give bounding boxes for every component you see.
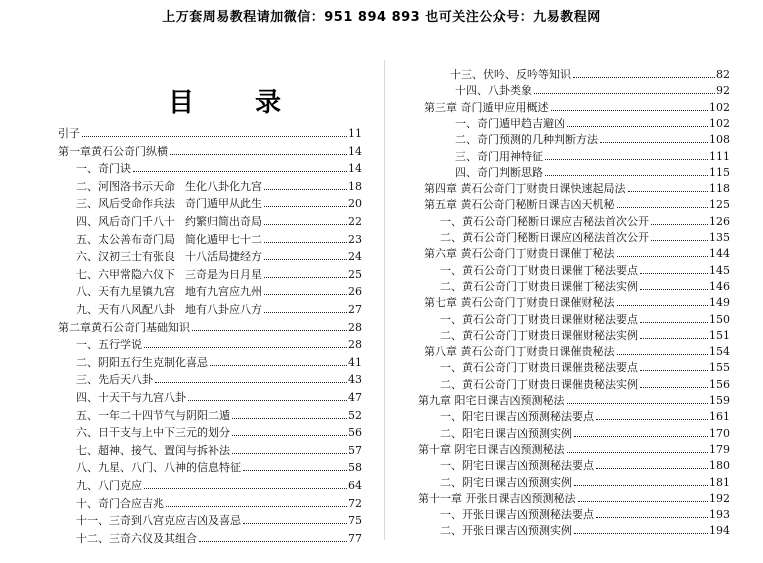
toc-page-number: 43 bbox=[348, 373, 362, 387]
toc-entry bbox=[424, 246, 730, 262]
toc-dot-leader bbox=[574, 485, 708, 486]
toc-entry-title: 四、奇门判断思路 bbox=[455, 165, 543, 179]
toc-entry-title: 一、黄石公奇门丁财贵日课催贵秘法要点 bbox=[440, 361, 638, 375]
toc-entry-title: 三、奇门用神特征 bbox=[455, 149, 543, 163]
toc-page-number: 27 bbox=[348, 303, 362, 316]
toc-dot-leader bbox=[551, 110, 709, 111]
toc-page-number: 145 bbox=[709, 263, 730, 277]
toc-dot-leader bbox=[82, 136, 347, 137]
toc-dot-leader bbox=[567, 403, 709, 404]
toc-page-number: 118 bbox=[709, 182, 730, 196]
toc-entry-title: 七、六甲常隐六仪下 bbox=[76, 267, 175, 281]
toc-entry bbox=[455, 149, 730, 165]
toc-page-number: 25 bbox=[348, 267, 362, 281]
toc-dot-leader bbox=[578, 501, 709, 502]
toc-page-number: 58 bbox=[348, 461, 362, 475]
toc-page-number: 14 bbox=[348, 144, 362, 158]
toc-entry-title: 一、奇门诀 bbox=[76, 162, 131, 176]
toc-entry-title: 十三、伏吟、反吟等知识 bbox=[450, 68, 571, 81]
toc-dot-leader bbox=[192, 330, 347, 331]
toc-page-number: 180 bbox=[709, 459, 730, 473]
toc-entry-subtitle: 三奇是为日月星 bbox=[185, 267, 262, 281]
toc-page-number: 82 bbox=[716, 68, 730, 81]
toc-entry bbox=[418, 393, 730, 409]
toc-entry bbox=[58, 320, 362, 336]
toc-dot-leader bbox=[640, 289, 708, 290]
toc-dot-leader bbox=[232, 453, 347, 454]
toc-entry bbox=[76, 390, 362, 406]
toc-dot-leader bbox=[628, 191, 709, 192]
header-banner: 上万套周易教程请加微信：951 894 893 也可关注公众号：九易教程网 bbox=[162, 10, 601, 25]
toc-entry-title: 二、阴宅日课吉凶预测实例 bbox=[440, 475, 572, 489]
toc-entry bbox=[440, 360, 730, 376]
toc-dot-leader bbox=[264, 224, 347, 225]
toc-entry bbox=[440, 458, 730, 474]
toc-entry bbox=[440, 328, 730, 344]
toc-page-number: 26 bbox=[348, 285, 362, 299]
page-spread-divider bbox=[384, 60, 385, 540]
toc-page-number: 192 bbox=[709, 491, 730, 505]
toc-entry-title: 第六章 黄石公奇门丁财贵日课催丁秘法 bbox=[424, 247, 615, 261]
toc-entry-title: 十二、三奇六仪及其组合 bbox=[76, 531, 197, 545]
toc-page-number: 75 bbox=[348, 514, 362, 528]
toc-entry-title: 九、天有八风配八卦 bbox=[76, 303, 175, 316]
toc-dot-leader bbox=[264, 294, 347, 295]
toc-entry bbox=[76, 196, 362, 212]
toc-entry bbox=[440, 230, 730, 246]
toc-entry-title: 二、奇门预测的几种判断方法 bbox=[455, 133, 598, 147]
toc-entry-title: 十、奇门合应吉兆 bbox=[76, 496, 164, 510]
toc-dot-leader bbox=[617, 305, 709, 306]
toc-dot-leader bbox=[640, 322, 708, 323]
toc-dot-leader bbox=[617, 354, 709, 355]
toc-dot-leader bbox=[144, 347, 347, 348]
toc-entry-title: 五、一年二十四节气与阴阳二遁 bbox=[76, 408, 230, 422]
toc-entry-subtitle: 地有九宫应九州 bbox=[185, 285, 262, 299]
toc-entry-title: 二、开张日课吉凶预测实例 bbox=[440, 524, 572, 538]
toc-entry bbox=[455, 132, 730, 148]
toc-page-number: 18 bbox=[348, 179, 362, 193]
toc-page-number: 72 bbox=[348, 496, 362, 510]
toc-entry bbox=[418, 442, 730, 458]
toc-entry bbox=[440, 263, 730, 279]
toc-entry bbox=[76, 513, 362, 529]
toc-entry-title: 一、黄石公奇门丁财贵日课催丁秘法要点 bbox=[440, 263, 638, 277]
toc-page-number: 92 bbox=[716, 84, 730, 98]
toc-dot-leader bbox=[596, 419, 708, 420]
toc-page-number: 108 bbox=[709, 133, 730, 147]
toc-entry-title: 六、日干支与上中下三元的划分 bbox=[76, 426, 230, 440]
toc-page-number: 57 bbox=[348, 443, 362, 457]
toc-dot-leader bbox=[640, 387, 708, 388]
toc-entry bbox=[76, 337, 362, 353]
toc-entry-title: 七、超神、接气、置闰与拆补法 bbox=[76, 443, 230, 457]
toc-dot-leader bbox=[617, 256, 709, 257]
toc-dot-leader bbox=[133, 171, 347, 172]
toc-page-number: 23 bbox=[348, 232, 362, 246]
toc-entry bbox=[455, 165, 730, 181]
toc-entry bbox=[455, 116, 730, 132]
toc-dot-leader bbox=[640, 370, 708, 371]
toc-entry bbox=[76, 355, 362, 371]
toc-page-number: 146 bbox=[709, 279, 730, 293]
toc-entry-title: 四、十天干与九宫八卦 bbox=[76, 391, 186, 404]
toc-entry-subtitle: 生化八卦化九宫 bbox=[185, 179, 262, 193]
toc-page-number: 102 bbox=[709, 116, 730, 130]
toc-dot-leader bbox=[640, 338, 708, 339]
toc-page-number: 161 bbox=[709, 410, 730, 424]
toc-entry-title: 三、风后受命作兵法 bbox=[76, 197, 175, 211]
toc-dot-leader bbox=[640, 273, 708, 274]
toc-entry bbox=[76, 267, 362, 283]
toc-entry-title: 第一章黄石公奇门纵横 bbox=[58, 144, 168, 158]
toc-entry-subtitle: 奇门遁甲从此生 bbox=[185, 197, 262, 211]
toc-dot-leader bbox=[264, 312, 347, 313]
toc-dot-leader bbox=[155, 382, 347, 383]
toc-entry bbox=[58, 126, 362, 142]
toc-entry bbox=[440, 523, 730, 539]
toc-entry-title: 二、黄石公奇门丁财贵日课催丁秘法实例 bbox=[440, 279, 638, 293]
toc-dot-leader bbox=[574, 436, 708, 437]
toc-page-number: 24 bbox=[348, 250, 362, 264]
toc-entry-title: 一、黄石公奇门秘断日课应吉秘法首次公开 bbox=[440, 214, 649, 228]
toc-entry-title: 二、黄石公奇门丁财贵日课催贵秘法实例 bbox=[440, 377, 638, 391]
toc-entry-title: 第四章 黄石公奇门丁财贵日课快速起局法 bbox=[424, 182, 626, 196]
toc-dot-leader bbox=[166, 506, 347, 507]
toc-entry-title: 引子 bbox=[58, 127, 80, 140]
toc-entry bbox=[440, 312, 730, 328]
toc-entry bbox=[440, 426, 730, 442]
toc-entry bbox=[450, 67, 730, 83]
toc-page-number: 156 bbox=[709, 377, 730, 391]
toc-page-number: 179 bbox=[709, 442, 730, 456]
toc-entry bbox=[76, 284, 362, 300]
toc-dot-leader bbox=[232, 418, 347, 419]
toc-dot-leader bbox=[144, 488, 347, 489]
toc-dot-leader bbox=[567, 452, 709, 453]
toc-page-number: 28 bbox=[348, 320, 362, 334]
toc-entry bbox=[424, 295, 730, 311]
toc-dot-leader bbox=[651, 240, 708, 241]
toc-dot-leader bbox=[596, 517, 708, 518]
toc-entry-title: 第九章 阳宅日课吉凶预测秘法 bbox=[418, 394, 565, 407]
toc-dot-leader bbox=[545, 159, 708, 160]
toc-entry-title: 一、黄石公奇门丁财贵日课催财秘法要点 bbox=[440, 312, 638, 326]
toc-page-number: 159 bbox=[709, 394, 730, 407]
toc-page-number: 154 bbox=[709, 345, 730, 359]
toc-entry-title: 第三章 奇门遁甲应用概述 bbox=[424, 100, 549, 114]
toc-entry bbox=[424, 344, 730, 360]
toc-entry bbox=[76, 179, 362, 195]
toc-entry-title: 第十章 阴宅日课吉凶预测秘法 bbox=[418, 442, 565, 456]
toc-page-number: 194 bbox=[709, 524, 730, 538]
toc-entry-title: 十一、三奇到八宫克应吉凶及喜忌 bbox=[76, 514, 241, 528]
toc-entry bbox=[58, 144, 362, 160]
toc-dot-leader bbox=[617, 207, 709, 208]
toc-dot-leader bbox=[264, 242, 347, 243]
toc-entry bbox=[424, 181, 730, 197]
toc-page-number: 64 bbox=[348, 479, 362, 492]
toc-entry-title: 第七章 黄石公奇门丁财贵日课催财秘法 bbox=[424, 296, 615, 310]
toc-dot-leader bbox=[264, 206, 347, 207]
toc-dot-leader bbox=[567, 126, 708, 127]
toc-page-number: 126 bbox=[709, 214, 730, 228]
toc-dot-leader bbox=[264, 259, 347, 260]
toc-page-number: 149 bbox=[709, 296, 730, 310]
toc-entry bbox=[76, 372, 362, 388]
toc-entry-title: 五、太公善布奇门局 bbox=[76, 232, 175, 246]
toc-entry-title: 一、阴宅日课吉凶预测秘法要点 bbox=[440, 459, 594, 473]
toc-dot-leader bbox=[600, 142, 708, 143]
toc-entry bbox=[76, 232, 362, 248]
toc-entry bbox=[418, 491, 730, 507]
toc-entry-title: 十四、八卦类象 bbox=[455, 84, 532, 98]
toc-entry bbox=[424, 100, 730, 116]
toc-page-number: 150 bbox=[709, 312, 730, 326]
toc-entry bbox=[76, 161, 362, 177]
toc-page-number: 47 bbox=[348, 391, 362, 404]
toc-dot-leader bbox=[199, 541, 347, 542]
toc-page-number: 56 bbox=[348, 426, 362, 440]
toc-dot-leader bbox=[232, 435, 347, 436]
toc-entry-title: 二、阴阳五行生克制化喜忌 bbox=[76, 355, 208, 369]
toc-page-number: 20 bbox=[348, 197, 362, 211]
toc-page-number: 77 bbox=[348, 531, 362, 545]
toc-dot-leader bbox=[574, 533, 708, 534]
toc-page-number: 28 bbox=[348, 338, 362, 352]
toc-page-number: 115 bbox=[709, 165, 730, 179]
toc-entry-title: 第十一章 开张日课吉凶预测秘法 bbox=[418, 491, 576, 505]
toc-entry bbox=[76, 460, 362, 476]
toc-page-number: 155 bbox=[709, 361, 730, 375]
toc-entry bbox=[440, 279, 730, 295]
toc-entry bbox=[76, 249, 362, 265]
toc-entry bbox=[440, 507, 730, 523]
toc-entry-title: 二、黄石公奇门秘断日课应凶秘法首次公开 bbox=[440, 231, 649, 244]
toc-dot-leader bbox=[573, 77, 715, 78]
toc-page-number: 135 bbox=[709, 231, 730, 244]
toc-dot-leader bbox=[243, 470, 347, 471]
toc-entry-title: 三、先后天八卦 bbox=[76, 373, 153, 387]
toc-dot-leader bbox=[534, 93, 715, 94]
toc-dot-leader bbox=[264, 277, 347, 278]
toc-entry bbox=[424, 197, 730, 213]
toc-entry bbox=[440, 475, 730, 491]
toc-entry-title: 九、八门克应 bbox=[76, 479, 142, 492]
toc-page-number: 102 bbox=[709, 100, 730, 114]
toc-page-number: 22 bbox=[348, 215, 362, 228]
toc-entry bbox=[76, 408, 362, 424]
toc-page-number: 52 bbox=[348, 408, 362, 422]
toc-entry-title: 八、九星、八门、八神的信息特征 bbox=[76, 461, 241, 475]
toc-entry bbox=[76, 496, 362, 512]
toc-page-number: 170 bbox=[709, 426, 730, 440]
toc-dot-leader bbox=[210, 365, 347, 366]
toc-page-number: 14 bbox=[348, 162, 362, 176]
toc-dot-leader bbox=[170, 154, 347, 155]
toc-entry-title: 第八章 黄石公奇门丁财贵日课催贵秘法 bbox=[424, 345, 615, 359]
toc-page-number: 111 bbox=[709, 149, 730, 163]
toc-entry bbox=[76, 425, 362, 441]
toc-entry-title: 一、奇门遁甲趋吉避凶 bbox=[455, 116, 565, 130]
toc-entry-subtitle: 地有八卦应八方 bbox=[185, 303, 262, 316]
toc-entry-title: 一、开张日课吉凶预测秘法要点 bbox=[440, 508, 594, 522]
toc-entry-subtitle: 简化遁甲七十二 bbox=[185, 232, 262, 246]
toc-dot-leader bbox=[264, 189, 347, 190]
page-title: 目 录 bbox=[168, 88, 308, 118]
toc-entry-title: 一、阳宅日课吉凶预测秘法要点 bbox=[440, 410, 594, 424]
toc-entry-title: 六、汉初三士有张良 bbox=[76, 250, 175, 264]
toc-entry-title: 第二章黄石公奇门基础知识 bbox=[58, 320, 190, 334]
toc-entry-title: 二、黄石公奇门丁财贵日课催财秘法实例 bbox=[440, 328, 638, 342]
toc-dot-leader bbox=[243, 523, 347, 524]
toc-entry bbox=[440, 409, 730, 425]
toc-entry-title: 八、天有九星镇九宫 bbox=[76, 285, 175, 299]
toc-dot-leader bbox=[651, 224, 708, 225]
toc-entry-title: 第五章 黄石公奇门秘断日课吉凶天机秘 bbox=[424, 198, 615, 212]
toc-dot-leader bbox=[545, 175, 708, 176]
toc-entry bbox=[76, 214, 362, 230]
toc-entry-title: 二、河图洛书示天命 bbox=[76, 179, 175, 193]
toc-entry-title: 一、五行学说 bbox=[76, 338, 142, 352]
toc-entry bbox=[440, 377, 730, 393]
toc-dot-leader bbox=[188, 400, 347, 401]
toc-entry bbox=[76, 443, 362, 459]
toc-entry-subtitle: 十八活局捷经方 bbox=[185, 250, 262, 264]
toc-entry bbox=[455, 83, 730, 99]
toc-page-number: 181 bbox=[709, 475, 730, 489]
toc-page-number: 41 bbox=[348, 355, 362, 369]
toc-page-number: 193 bbox=[709, 508, 730, 522]
toc-entry bbox=[76, 531, 362, 547]
toc-entry-title: 二、阳宅日课吉凶预测实例 bbox=[440, 426, 572, 440]
toc-dot-leader bbox=[596, 468, 708, 469]
toc-entry bbox=[76, 302, 362, 318]
toc-entry-title: 四、风后奇门千八十 bbox=[76, 215, 175, 228]
toc-page-number: 151 bbox=[709, 328, 730, 342]
toc-page-number: 125 bbox=[709, 198, 730, 212]
toc-entry-subtitle: 约繁归简出奇局 bbox=[185, 215, 262, 228]
toc-page-number: 144 bbox=[709, 247, 730, 261]
toc-entry bbox=[76, 478, 362, 494]
toc-entry bbox=[440, 214, 730, 230]
toc-page-number: 11 bbox=[348, 127, 362, 140]
